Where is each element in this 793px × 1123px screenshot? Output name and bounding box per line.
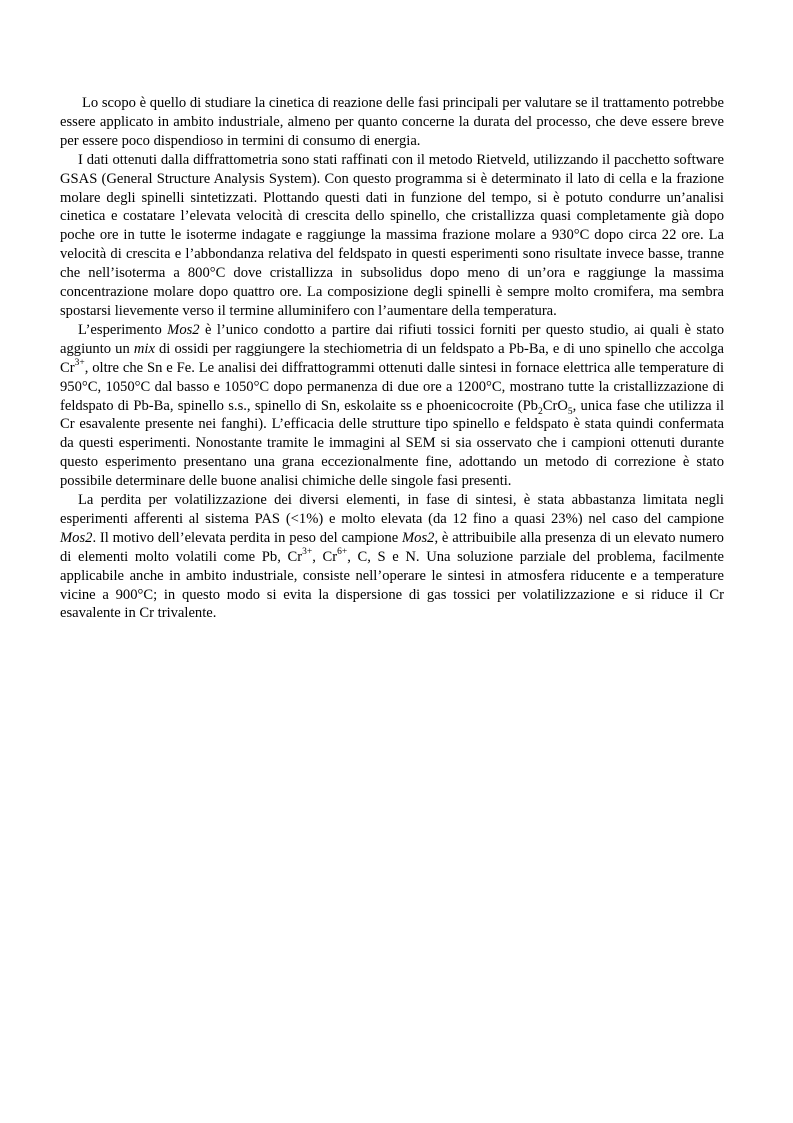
term-mix: mix (133, 340, 155, 357)
paragraph-rietveld (60, 151, 724, 321)
document-body (60, 94, 724, 623)
text-run: è l’unico condotto a partire dai rifiuti tossici forniti per questo studio, ai quali è stato aggiunto un (60, 321, 724, 357)
paragraph-scope-text: Lo scopo è quello di studiare la cinetica di reazione delle fasi principali per valutare se il trattamento potrebbe essere applicato in ambito industriale, almeno per quanto concerne la durata del processo, che deve essere breve per essere poco dispendioso in termini di consumo di energia. (60, 95, 724, 149)
subscript-5: 5 (567, 406, 573, 417)
text-run: , oltre che Sn e Fe. Le analisi dei diffrattogrammi ottenuti dalle sintesi in fornace elettrica alle temperature di 950°C, 1050°C dal basso e 1050°C dopo permanenza di due ore a 1200°C, mostrano tutte la cristallizzazione di feldspato di Pb-Ba, spinello s.s., spinello di Sn, eskolaite ss e phoenicocroite (Pb (60, 359, 724, 414)
text-run: La perdita per volatilizzazione dei diversi elementi, in fase di sintesi, è stata abbastanza limitata negli esperimenti afferenti al sistema PAS (<1%) e molto elevata (da 12 fino a quasi 23%) nel caso del campione (60, 492, 724, 527)
sample-name-mos2: Mos2 (402, 529, 435, 546)
text-run: di ossidi per raggiungere la stechiometria di un feldspato a Pb-Ba, e di uno spinello che accolga Cr (60, 340, 724, 376)
text-run: , è attribuibile alla presenza di un elevato numero di elementi molto volatili come Pb, Cr (60, 529, 724, 565)
paragraph-scope (60, 94, 724, 151)
superscript-cr3: 3+ (74, 357, 85, 368)
sample-name-mos2: Mos2 (167, 321, 200, 338)
text-run: CrO (542, 397, 568, 414)
text-run: , C, S e N. Una soluzione parziale del problema, facilmente applicabile anche in ambito industriale, consiste nell’operare le sintesi in atmosfera riducente e a temperature vicine a 900°C; in questo modo si evita la dispersione di gas tossici per volatilizzazione e si riduce il Cr esavalente in Cr trivalente. (60, 548, 724, 622)
text-run: . Il motivo dell’elevata perdita in peso del campione (92, 529, 403, 546)
subscript-2: 2 (537, 406, 543, 417)
superscript-cr3: 3+ (302, 546, 313, 557)
text-run: , unica fase che utilizza il Cr esavalente presente nei fanghi). L’efficacia delle strutture tipo spinello e feldspato è stata quindi confermata da questi esperimenti. Nonostante tramite le immagini al SEM si sia osservato che i campioni ottenuti durante questo esperimento presentano una grana eccezionalmente fine, adottando un metodo di correzione è stato possibile determinare delle buone analisi chimiche delle singole fasi presenti. (60, 397, 725, 490)
paragraph-mos2-experiment (60, 321, 724, 491)
text-run: L’esperimento (78, 321, 168, 338)
sample-name-mos2: Mos2 (60, 529, 93, 546)
text-run: , Cr (312, 548, 338, 565)
superscript-cr6: 6+ (337, 546, 348, 557)
paragraph-rietveld-text: I dati ottenuti dalla diffrattometria sono stati raffinati con il metodo Rietveld, utilizzando il pacchetto software GSAS (General Structure Analysis System). Con questo programma si è determinato il lato di cella e la frazione molare degli spinelli sintetizzati. Plottando questi dati in funzione del tempo, si è potuto condurre un’analisi cinetica e costatare l’elevata velocità di crescita dello spinello, che cristallizza quasi completamente già dopo poche ore in tutte le isoterme indagate e raggiunge la massima frazione molare a 930°C dopo circa 22 ore. La velocità di crescita e l’abbondanza relativa del feldspato in questi esperimenti sono risultate invece basse, tranne che nell’isoterma a 800°C dove cristallizza in subsolidus dopo meno di un’ora e raggiunge la massima concentrazione molare dopo quattro ore. La composizione degli spinelli è sempre molto cromifera, ma sembra spostarsi lievemente verso il termine alluminifero con l’aumentare della temperatura. (60, 151, 724, 319)
paragraph-volatilization (60, 491, 724, 623)
